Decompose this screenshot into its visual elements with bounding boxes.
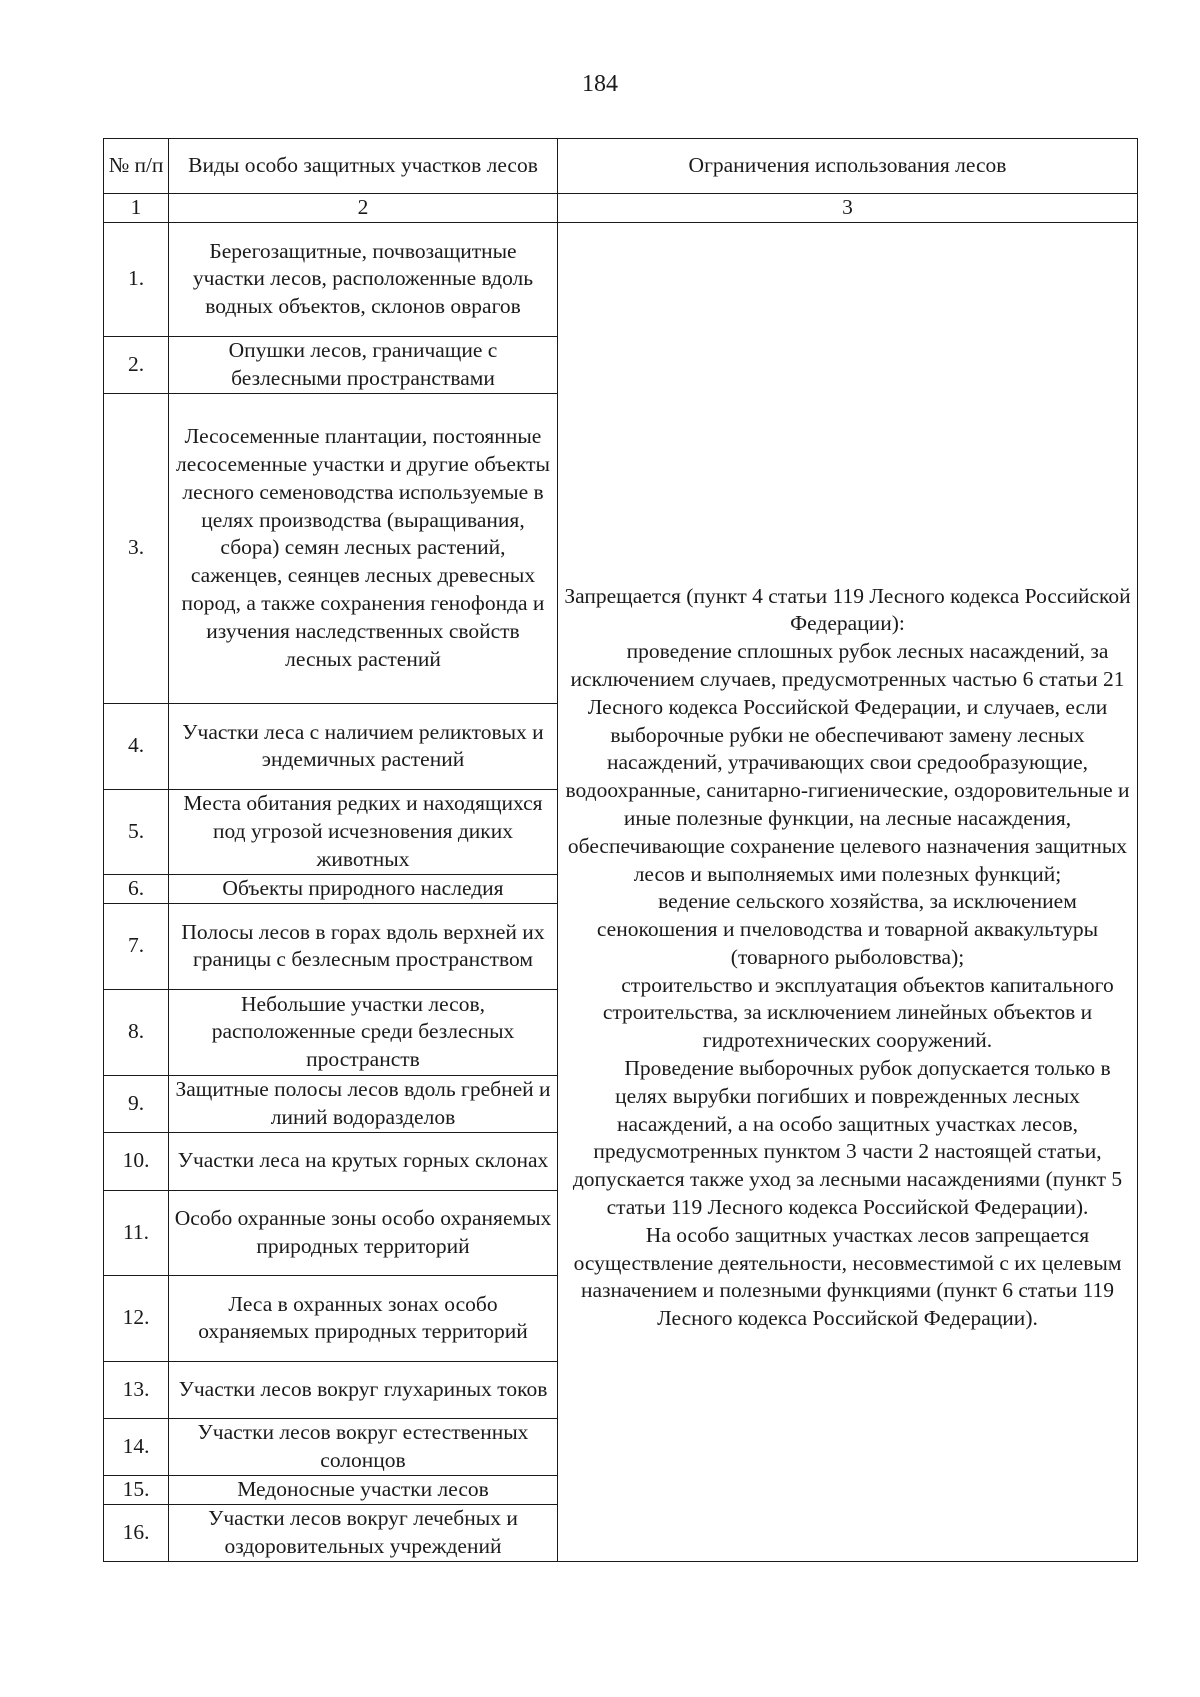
row-number: 13. <box>104 1361 169 1418</box>
row-number: 15. <box>104 1475 169 1504</box>
header-restrictions: Ограничения использования лесов <box>558 139 1138 194</box>
restrictions-cell <box>558 222 1138 1561</box>
restriction-paragraph-1: Запрещается (пункт 4 статьи 119 Лесного кодекса Российской Федерации): <box>564 583 1131 636</box>
row-forest-type: Особо охранные зоны особо охраняемых природных территорий <box>169 1190 558 1275</box>
row-number: 7. <box>104 903 169 989</box>
row-forest-type: Объекты природного наследия <box>169 874 558 903</box>
row-number: 16. <box>104 1504 169 1561</box>
row-forest-type: Защитные полосы лесов вдоль гребней и линий водоразделов <box>169 1075 558 1132</box>
row-forest-type: Участки лесов вокруг естественных солонцов <box>169 1418 558 1475</box>
row-forest-type: Берегозащитные, почвозащитные участки лесов, расположенные вдоль водных объектов, склонов оврагов <box>169 222 558 336</box>
row-number: 2. <box>104 336 169 393</box>
row-forest-type: Участки леса на крутых горных склонах <box>169 1132 558 1190</box>
row-number: 1. <box>104 222 169 336</box>
row-forest-type: Участки лесов вокруг лечебных и оздоровительных учреждений <box>169 1504 558 1561</box>
row-forest-type: Места обитания редких и находящихся под угрозой исчезновения диких животных <box>169 789 558 874</box>
restriction-paragraph-6: На особо защитных участках лесов запрещается осуществление деятельности, несовместимой с их целевым назначением и полезными функциями (пункт 6 статьи 119 Лесного кодекса Российской Федерации). <box>573 1222 1122 1331</box>
row-number: 5. <box>104 789 169 874</box>
row-number: 4. <box>104 703 169 789</box>
restriction-paragraph-3: ведение сельского хозяйства, за исключением сенокошения и пчеловодства и товарной аквакультуры (товарного рыболовства); <box>596 889 1099 969</box>
row-number: 8. <box>104 989 169 1075</box>
table-row <box>104 222 1138 336</box>
row-number: 14. <box>104 1418 169 1475</box>
row-forest-type: Участки леса с наличием реликтовых и эндемичных растений <box>169 703 558 789</box>
row-forest-type: Участки лесов вокруг глухариных токов <box>169 1361 558 1418</box>
table-header-row <box>104 139 1138 194</box>
restriction-paragraph-4: строительство и эксплуатация объектов капитального строительства, за исключением линейных объектов и гидротехнических сооружений. <box>602 972 1114 1053</box>
row-number: 12. <box>104 1275 169 1361</box>
row-forest-type: Леса в охранных зонах особо охраняемых природных территорий <box>169 1275 558 1361</box>
row-forest-type: Лесосеменные плантации, постоянные лесосеменные участки и другие объекты лесного семеноводства используемые в целях производства (выращивания, сбора) семян лесных растений, саженцев, сеянцев лесных древесных пород, а также сохранения генофонда и изучения наследственных свойств лесных растений <box>169 393 558 703</box>
row-forest-type: Небольшие участки лесов, расположенные среди безлесных пространств <box>169 989 558 1075</box>
header-types: Виды особо защитных участков лесов <box>169 139 558 194</box>
row-forest-type: Полосы лесов в горах вдоль верхней их границы с безлесным пространством <box>169 903 558 989</box>
restrictions-table <box>103 138 1138 1562</box>
restriction-paragraph-2: проведение сплошных рубок лесных насаждений, за исключением случаев, предусмотренных частью 6 статьи 21 Лесного кодекса Российской Федерации, и случаев, если выборочные рубки не обеспечивают замену лесных насаждений, утрачивающих свои средообразующие, водоохранные, санитарно-гигиенические, оздоровительные и иные полезные функции, на лесные насаждения, обеспечивающие сохранение целевого назначения защитных лесов и выполняемых ими полезных функций; <box>565 639 1130 886</box>
header-num: № п/п <box>104 139 169 194</box>
row-number: 3. <box>104 393 169 703</box>
restriction-paragraph-5: Проведение выборочных рубок допускается только в целях вырубки погибших и поврежденных лесных насаждений, а на особо защитных участках лесов, предусмотренных пунктом 3 части 2 настоящей статьи, допускается также уход за лесными насаждениями (пункт 5 статьи 119 Лесного кодекса Российской Федерации). <box>572 1056 1123 1220</box>
col-number-2: 2 <box>169 194 558 223</box>
row-number: 11. <box>104 1190 169 1275</box>
col-number-1: 1 <box>104 194 169 223</box>
column-numbers-row <box>104 194 1138 223</box>
col-number-3: 3 <box>558 194 1138 223</box>
row-number: 9. <box>104 1075 169 1132</box>
row-forest-type: Опушки лесов, граничащие с безлесными пространствами <box>169 336 558 393</box>
row-number: 6. <box>104 874 169 903</box>
page-number: 184 <box>582 71 618 97</box>
row-number: 10. <box>104 1132 169 1190</box>
row-forest-type: Медоносные участки лесов <box>169 1475 558 1504</box>
